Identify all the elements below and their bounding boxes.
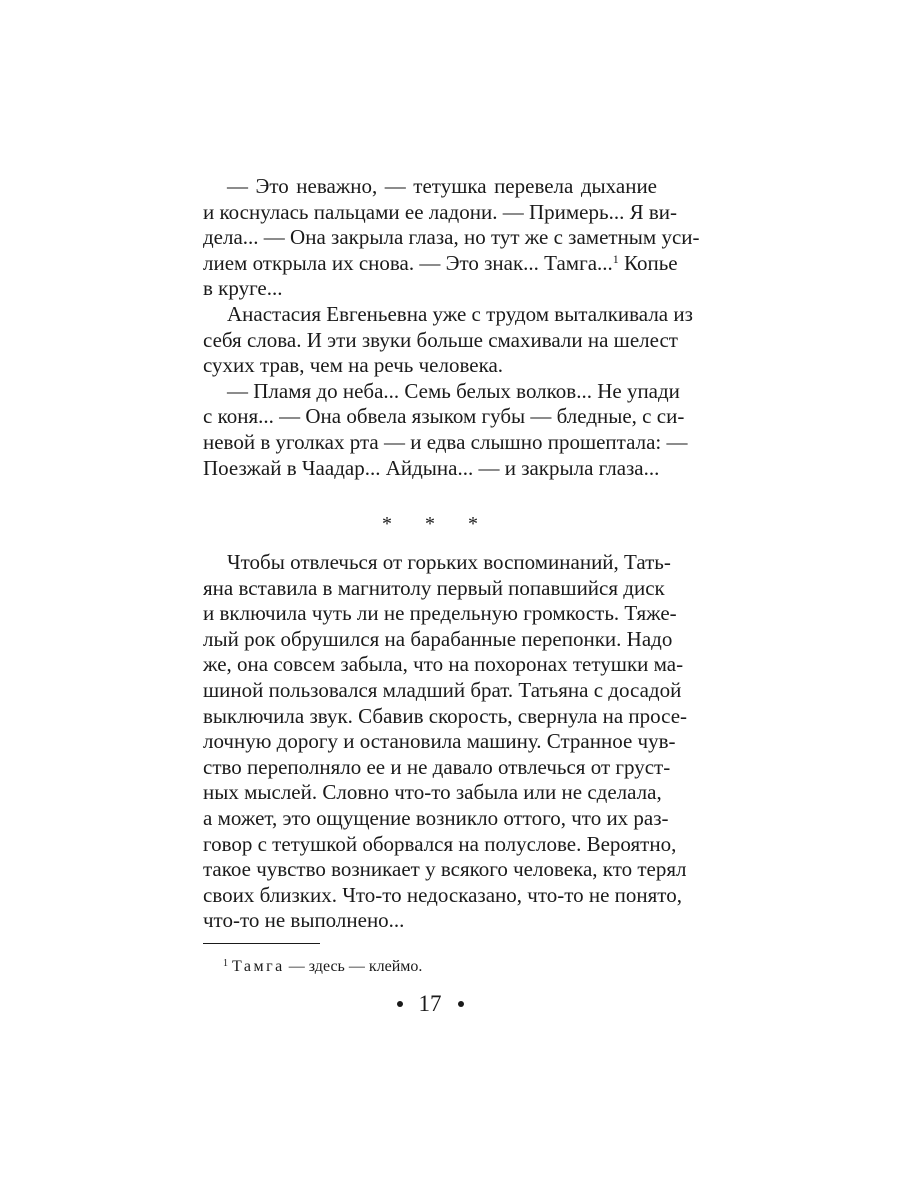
footnote-divider bbox=[203, 943, 320, 944]
text-line: выключила звук. Сбавив скорость, свернула на просе- bbox=[203, 703, 688, 728]
text-line: — Пламя до неба... Семь белых волков... Не упади bbox=[227, 378, 680, 403]
text-line: себя слова. И эти звуки больше смахивали на шелест bbox=[203, 327, 678, 352]
text-line: и включила чуть ли не предельную громкость. Тяже- bbox=[203, 601, 677, 626]
footnote bbox=[223, 954, 422, 977]
page-number-block bbox=[203, 990, 657, 1018]
text-line: с коня... — Она обвела языком губы — бледные, с си- bbox=[203, 404, 685, 429]
section-separator: * * * bbox=[382, 513, 492, 535]
text-line: в круге... bbox=[203, 276, 283, 301]
footnote-term: Тамга bbox=[232, 958, 285, 975]
text-line: невой в уголках рта — и едва слышно прошептала: — bbox=[203, 429, 688, 454]
narration-block bbox=[203, 550, 688, 934]
dialogue-block bbox=[203, 174, 700, 481]
bullet-icon bbox=[397, 1001, 403, 1007]
text-line: говор с тетушкой оборвался на полуслове. Вероятно, bbox=[203, 831, 677, 856]
footnote-marker: 1 bbox=[223, 958, 228, 969]
footnote-text: — здесь — клеймо. bbox=[284, 958, 423, 975]
footnote-reference: 1 bbox=[612, 251, 619, 266]
text-line-with-footnote bbox=[203, 250, 678, 277]
text-line: Поезжай в Чаадар... Айдына... — и закрыла глаза... bbox=[203, 455, 660, 480]
text-line: шиной пользовался младший брат. Татьяна с досадой bbox=[203, 677, 682, 702]
text-line: ство переполняло ее и не давало отвлечься от груст- bbox=[203, 754, 671, 779]
text-line: дела... — Она закрыла глаза, но тут же с заметным уси- bbox=[203, 225, 700, 250]
text-line: Анастасия Евгеньевна уже с трудом выталкивала из bbox=[227, 301, 693, 326]
text-fragment: лием открыла их снова. — Это знак... Тамга... bbox=[203, 250, 613, 275]
text-line: яна вставила в магнитолу первый попавшийся диск bbox=[203, 575, 665, 600]
text-line: же, она совсем забыла, что на похоронах тетушки ма- bbox=[203, 652, 684, 677]
text-line: своих близких. Что-то недосказано, что-то не понято, bbox=[203, 882, 682, 907]
text-line: сухих трав, чем на речь человека. bbox=[203, 353, 504, 378]
text-fragment: Копье bbox=[618, 250, 678, 275]
text-line: — Это неважно, — тетушка перевела дыхание bbox=[227, 174, 657, 198]
bullet-icon bbox=[458, 1001, 464, 1007]
text-line: и коснулась пальцами ее ладони. — Примерь... Я ви- bbox=[203, 199, 677, 224]
text-line: лый рок обрушился на барабанные перепонки. Надо bbox=[203, 626, 673, 651]
text-line: лочную дорогу и остановила машину. Странное чув- bbox=[203, 729, 676, 754]
page-number: 17 bbox=[418, 991, 442, 1016]
text-line: а может, это ощущение возникло оттого, что их раз- bbox=[203, 805, 669, 830]
text-line: ных мыслей. Словно что-то забыла или не сделала, bbox=[203, 780, 662, 805]
text-line: что-то не выполнено... bbox=[203, 908, 405, 933]
text-line: такое чувство возникает у всякого человека, кто терял bbox=[203, 857, 687, 882]
text-line: Чтобы отвлечься от горьких воспоминаний, Тать- bbox=[227, 550, 671, 574]
